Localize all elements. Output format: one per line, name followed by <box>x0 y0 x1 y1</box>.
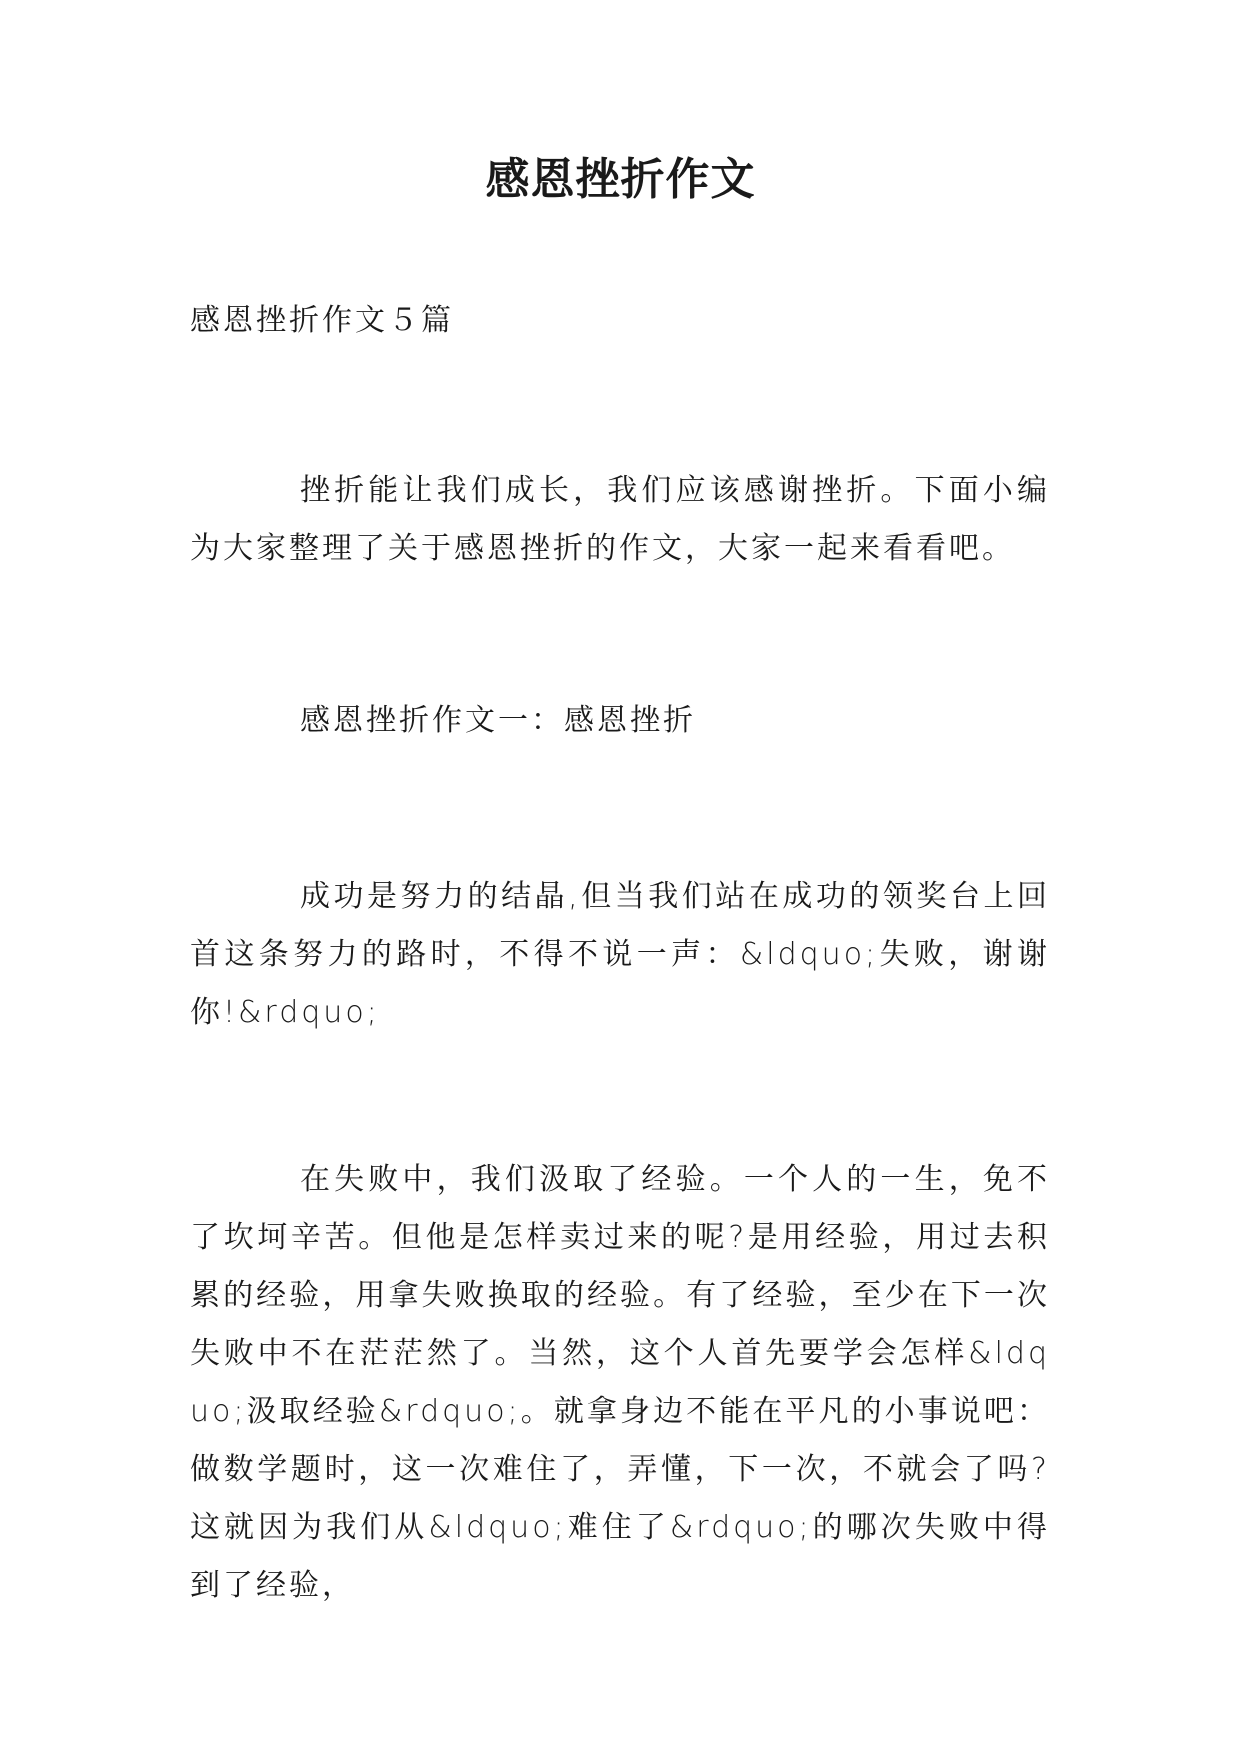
body-paragraph: 在失败中，我们汲取了经验。一个人的一生，免不了坎坷辛苦。但他是怎样卖过来的呢?是用经验，用过去积累的经验，用拿失败换取的经验。有了经验，至少在下一次失败中不在茫茫然了。当然，这个人首先要学会怎样&ldquo;汲取经验&rdquo;。就拿身边不能在平凡的小事说吧：做数学题时，这一次难住了，弄懂，下一次，不就会了吗?这就因为我们从&ldquo;难住了&rdquo;的哪次失败中得到了经验， <box>190 1162 1050 1603</box>
document-title: 感恩挫折作文 <box>485 154 756 205</box>
section-heading: 感恩挫折作文一：感恩挫折 <box>300 703 696 738</box>
intro-paragraph: 挫折能让我们成长，我们应该感谢挫折。下面小编为大家整理了关于感恩挫折的作文，大家一起来看看吧。 <box>190 473 1050 566</box>
document-subtitle: 感恩挫折作文５篇 <box>190 303 454 338</box>
body-paragraph: 成功是努力的结晶,但当我们站在成功的领奖台上回首这条努力的路时，不得不说一声：&ldquo;失败，谢谢你!&rdquo; <box>190 879 1050 1030</box>
